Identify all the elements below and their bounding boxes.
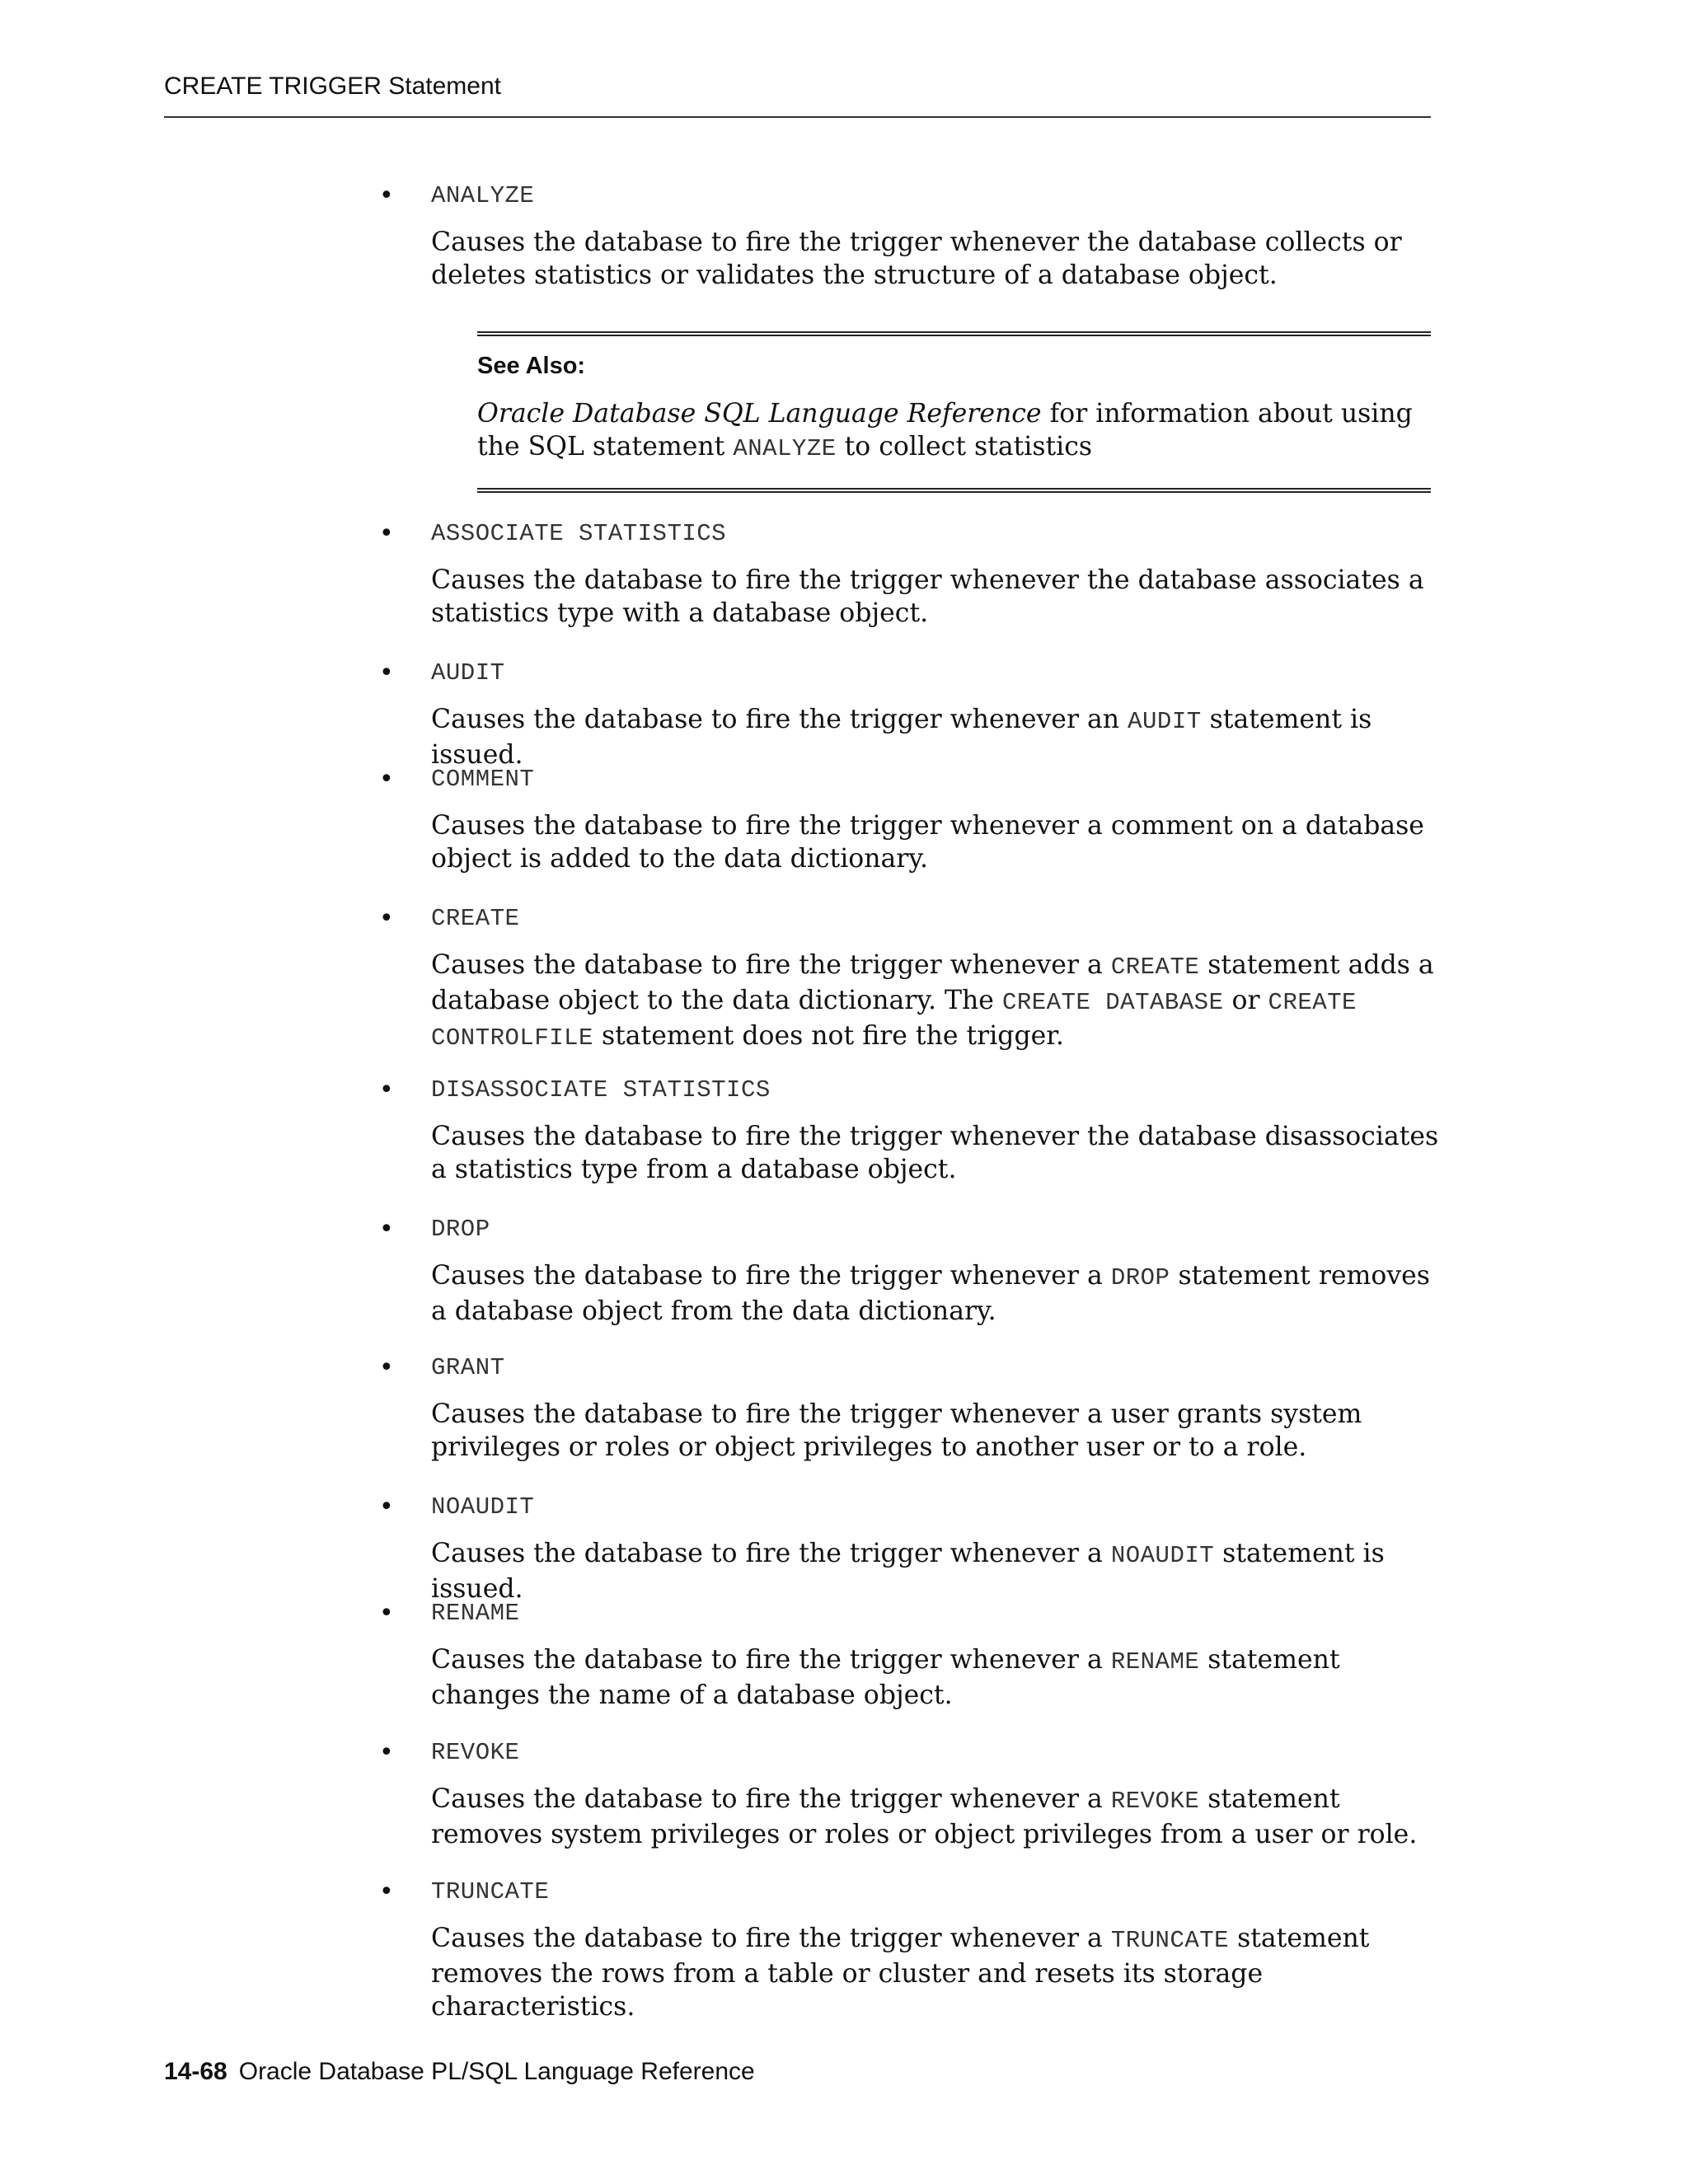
inline-code: DROP <box>1110 1264 1170 1291</box>
description-text: statement removes system privileges or roles or object privileges from a user or role. <box>431 1784 1418 1849</box>
see-also-text-part: for information about using the SQL statement <box>477 399 1413 462</box>
bullet-icon: • <box>379 1493 394 1521</box>
bullet-icon: • <box>379 904 394 933</box>
see-also-book-title: Oracle Database SQL Language Reference <box>477 399 1042 429</box>
bullet-icon: • <box>379 519 394 548</box>
description-text: Causes the database to fire the trigger whenever a <box>431 1261 1111 1291</box>
event-description <box>431 564 1445 630</box>
description-text: statement removes the rows from a table or cluster and resets its storage characteristics. <box>431 1924 1370 2022</box>
see-also-box <box>477 331 1431 496</box>
description-text: Causes the database to fire the trigger whenever the database collects or deletes statistics or validates the structure of a database object. <box>431 227 1402 290</box>
description-text: Causes the database to fire the trigger whenever a <box>431 1539 1111 1568</box>
description-text: Causes the database to fire the trigger whenever a comment on a database object is added to the data dictionary. <box>431 811 1424 874</box>
event-term: REVOKE <box>431 1739 520 1766</box>
event-term: ANALYZE <box>431 182 535 209</box>
event-term: CREATE <box>431 905 520 932</box>
see-also-heading: See Also: <box>477 353 586 379</box>
event-term: TRUNCATE <box>431 1878 550 1905</box>
event-term: DROP <box>431 1216 490 1243</box>
description-text: statement does not fire the trigger. <box>593 1021 1064 1051</box>
inline-code: CREATE DATABASE <box>1001 989 1224 1016</box>
event-description <box>431 949 1445 1055</box>
event-description <box>431 1259 1445 1328</box>
event-description <box>431 1398 1445 1464</box>
event-term: AUDIT <box>431 659 505 687</box>
bullet-icon: • <box>379 765 394 794</box>
description-text: Causes the database to fire the trigger whenever a <box>431 950 1111 980</box>
see-also-text <box>477 397 1425 466</box>
description-text: statement is issued. <box>431 705 1372 770</box>
description-text: Causes the database to fire the trigger whenever the database disassociates a statistics type from a database object. <box>431 1122 1439 1184</box>
event-term: DISASSOCIATE STATISTICS <box>431 1076 771 1104</box>
description-text: statement adds a database object to the data dictionary. The <box>431 950 1434 1015</box>
bullet-icon: • <box>379 1599 394 1628</box>
page-footer <box>164 2058 755 2086</box>
bullet-icon: • <box>379 658 394 687</box>
see-also-text-part: to collect statistics <box>836 432 1093 462</box>
inline-code: TRUNCATE <box>1110 1927 1230 1954</box>
bullet-icon: • <box>379 1353 394 1382</box>
description-text: Causes the database to fire the trigger whenever a user grants system privileges or roles or object privileges to another user or to a role. <box>431 1399 1362 1462</box>
page-number: 14-68 <box>164 2058 227 2085</box>
description-text: statement removes a database object from the data dictionary. <box>431 1261 1430 1326</box>
event-description <box>431 1783 1445 1851</box>
event-term: GRANT <box>431 1354 505 1381</box>
bullet-icon: • <box>379 1738 394 1767</box>
see-also-top-rule <box>477 331 1431 336</box>
event-description <box>431 703 1445 771</box>
see-also-code: ANALYZE <box>733 435 837 462</box>
inline-code: RENAME <box>1110 1648 1200 1675</box>
bullet-icon: • <box>379 181 394 210</box>
description-text: Causes the database to fire the trigger whenever a <box>431 1645 1111 1675</box>
event-description <box>431 226 1445 292</box>
footer-book-title: Oracle Database PL/SQL Language Reference <box>238 2058 755 2085</box>
description-text: Causes the database to fire the trigger whenever a <box>431 1924 1111 1953</box>
description-text: or <box>1223 986 1268 1015</box>
event-description <box>431 809 1445 875</box>
inline-code: CREATE <box>1110 954 1200 981</box>
description-text: Causes the database to fire the trigger whenever a <box>431 1784 1111 1814</box>
event-term: ASSOCIATE STATISTICS <box>431 520 727 547</box>
inline-code: CREATE CONTROLFILE <box>431 989 1357 1052</box>
description-text: Causes the database to fire the trigger whenever the database associates a statistics type with a database object. <box>431 565 1424 628</box>
bullet-icon: • <box>379 1877 394 1906</box>
inline-code: AUDIT <box>1128 708 1202 735</box>
event-description <box>431 1643 1445 1712</box>
bullet-icon: • <box>379 1076 394 1104</box>
inline-code: REVOKE <box>1110 1788 1200 1815</box>
bullet-icon: • <box>379 1215 394 1244</box>
see-also-bottom-rule <box>477 488 1431 493</box>
description-text: statement is issued. <box>431 1539 1385 1604</box>
event-term: NOAUDIT <box>431 1493 535 1521</box>
header-rule <box>164 116 1431 118</box>
event-description <box>431 1120 1445 1186</box>
event-term: RENAME <box>431 1600 520 1627</box>
event-description <box>431 1537 1445 1605</box>
event-description <box>431 1922 1445 2023</box>
running-header: CREATE TRIGGER Statement <box>164 73 501 100</box>
event-term: COMMENT <box>431 766 535 793</box>
description-text: statement changes the name of a database object. <box>431 1645 1340 1710</box>
description-text: Causes the database to fire the trigger whenever an <box>431 705 1128 734</box>
inline-code: NOAUDIT <box>1110 1542 1215 1569</box>
